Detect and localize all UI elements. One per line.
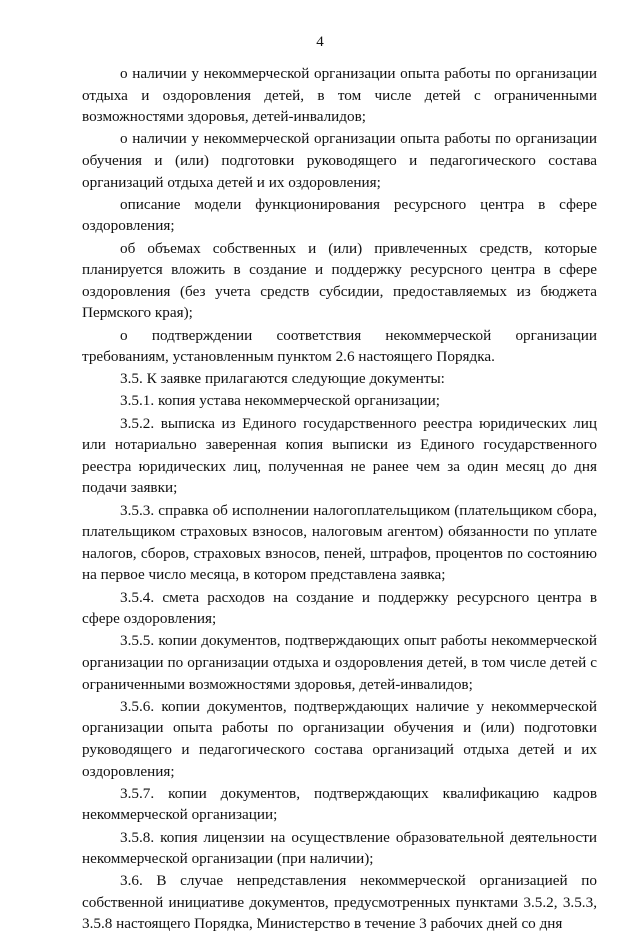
- paragraph: 3.5.3. справка об исполнении налогоплательщиком (плательщиком сбора, плательщиком страховых взносов, налоговым агентом) обязанности по уплате налогов, сборов, страховых взносов, пеней, штрафов, процентов по состоянию на первое число месяца, в котором представлена заявка;: [82, 501, 597, 584]
- paragraph: об объемах собственных и (или) привлеченных средств, которые планируется вложить в создание и поддержку ресурсного центра в сфере оздоровления (без учета средств субсидии, предоставляемых из бюджета Пермского края);: [82, 239, 597, 322]
- paragraph: 3.5.2. выписка из Единого государственного реестра юридических лиц или нотариально заверенная копия выписки из Единого государственного реестра юридических лиц, полученная не ранее чем за один месяц до дня подачи заявки;: [82, 414, 597, 497]
- paragraph: описание модели функционирования ресурсного центра в сфере оздоровления;: [82, 195, 597, 235]
- paragraph: 3.5.8. копия лицензии на осуществление образовательной деятельности некоммерческой организации (при наличии);: [82, 828, 597, 868]
- page-number: 4: [316, 34, 324, 50]
- paragraph: 3.5.6. копии документов, подтверждающих наличие у некоммерческой организации опыта работы по организации обучения и (или) подготовки руководящего и педагогического состава организаций отдыха детей и их оздоровления;: [82, 697, 597, 780]
- paragraph: о подтверждении соответствия некоммерческой организации требованиям, установленным пунктом 2.6 настоящего Порядка.: [82, 326, 597, 366]
- paragraph: 3.5.1. копия устава некоммерческой организации;: [120, 392, 440, 410]
- paragraph: 3.5. К заявке прилагаются следующие документы:: [120, 370, 445, 388]
- paragraph: о наличии у некоммерческой организации опыта работы по организации отдыха и оздоровления детей, в том числе детей с ограниченными возможностями здоровья, детей-инвалидов;: [82, 65, 597, 126]
- paragraph: о наличии у некоммерческой организации опыта работы по организации обучения и (или) подготовки руководящего и педагогического состава организаций отдыха детей и их оздоровления;: [82, 130, 597, 191]
- paragraph: 3.6. В случае непредставления некоммерческой организацией по собственной инициативе документов, предусмотренных пунктами 3.5.2, 3.5.3, 3.5.8 настоящего Порядка, Министерство в течение 3 рабочих дней со дня: [82, 872, 597, 933]
- paragraph: 3.5.7. копии документов, подтверждающих квалификацию кадров некоммерческой организации;: [82, 784, 597, 824]
- paragraph: 3.5.5. копии документов, подтверждающих опыт работы некоммерческой организации по организации отдыха и оздоровления детей, в том числе детей с ограниченными возможностями здоровья, детей-инвалидов;: [82, 632, 597, 693]
- paragraph: 3.5.4. смета расходов на создание и поддержку ресурсного центра в сфере оздоровления;: [82, 588, 597, 628]
- document-body: [82, 63, 597, 936]
